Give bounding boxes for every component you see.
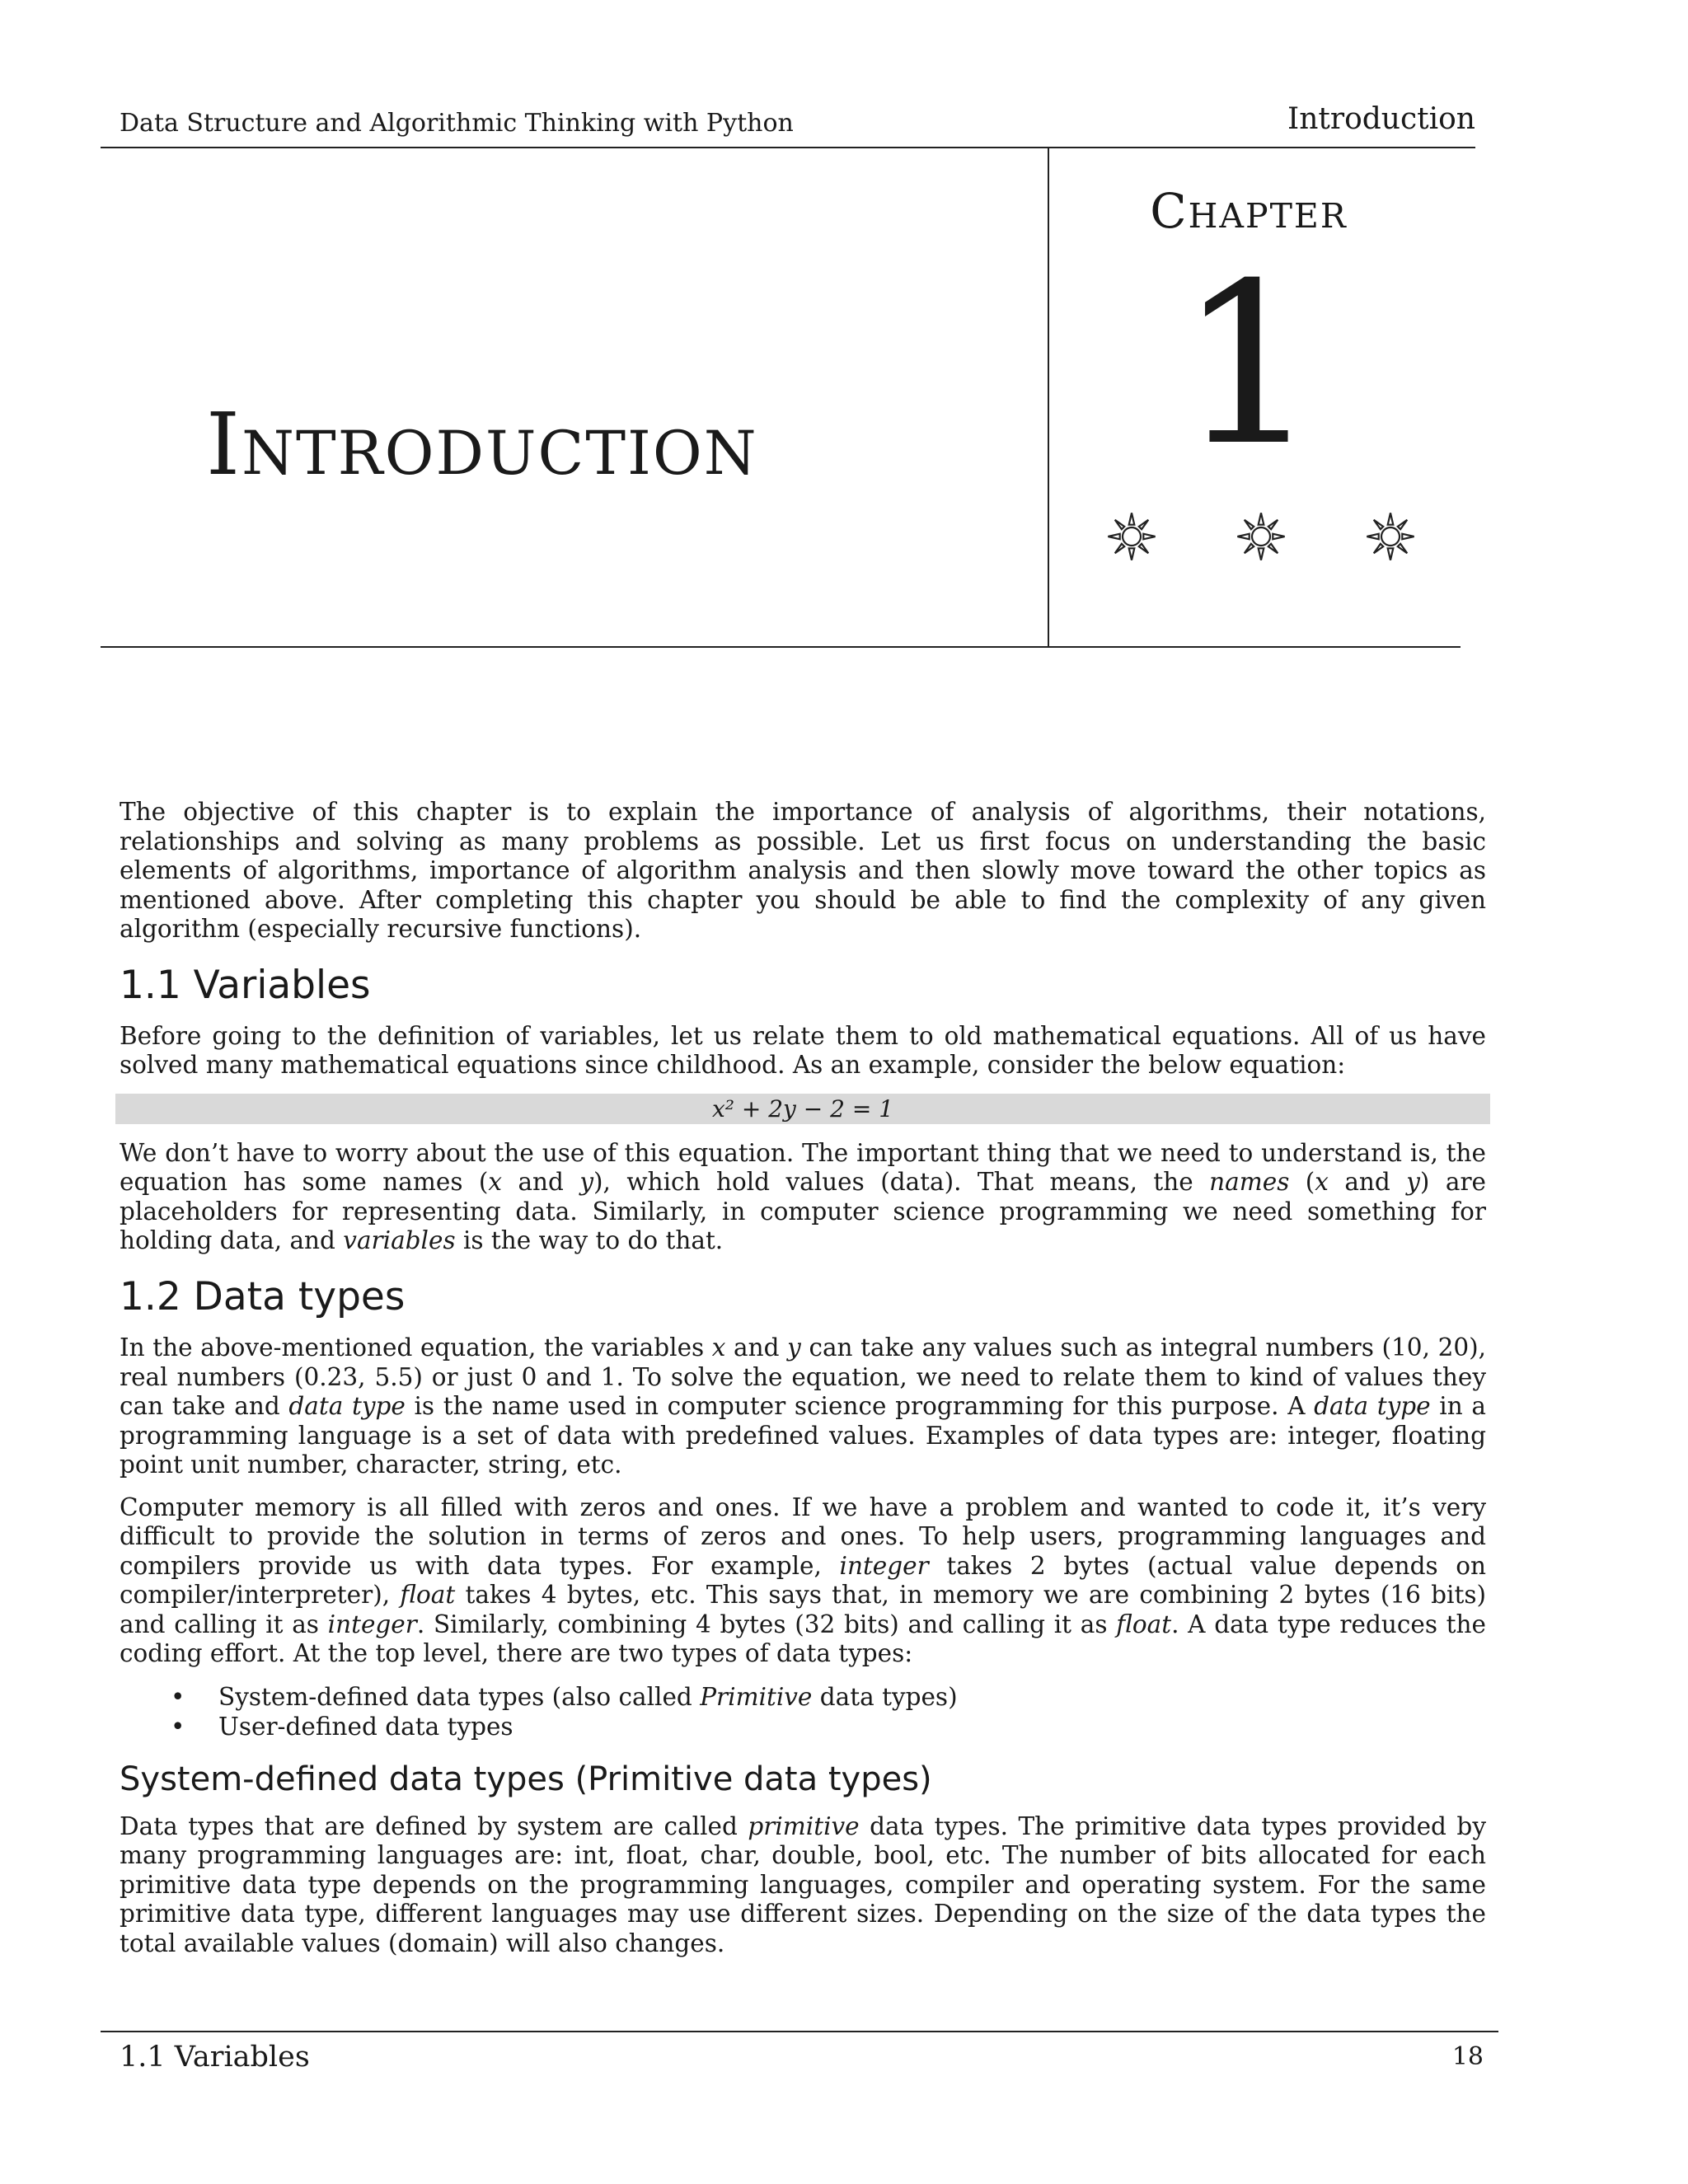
chapter-label: Chapter [1150, 183, 1348, 239]
running-header-section: Introduction [1287, 102, 1475, 136]
ornament-row [1104, 509, 1418, 567]
chapter-bottom-rule [101, 646, 1461, 648]
intro-paragraph: The objective of this chapter is to explain the importance of analysis of algorithms, their notations, relationships and solving as many problems as possible. Let us first focus on understanding the basic elements of algorithms, importance of algorithm analysis and then slowly move toward the other topics as mentioned above. After completing this chapter you should be able to find the complexity of any given algorithm (especially recursive functions). [120, 798, 1486, 943]
section-heading-variables: 1.1 Variables [120, 962, 371, 1008]
chapter-title: Introduction [206, 394, 758, 494]
list-item: • User-defined data types [171, 1712, 513, 1741]
chapter-divider [1048, 148, 1049, 646]
data-types-list [120, 1682, 1486, 1741]
sun-ornament-icon [1363, 509, 1418, 567]
sun-ornament-icon [1234, 509, 1288, 567]
list-item: • System-defined data types (also called Primitive data types) [171, 1682, 958, 1711]
footer-section: 1.1 Variables [120, 2041, 310, 2074]
system-defined-paragraph: Data types that are defined by system are called primitive data types. The primitive data types provided by many programming languages are: int, float, char, double, bool, etc. The number of bits allocated for each primitive data type depends on the programming languages, compiler and operating system. For the same primitive data type, different languages may use different sizes. Depending on the size of the data types the total available values (domain) will also changes. [120, 1811, 1486, 1957]
chapter-number: 1 [1178, 235, 1320, 494]
equation-box: x² + 2y − 2 = 1 [115, 1094, 1490, 1124]
running-header-title: Data Structure and Algorithmic Thinking with Python [120, 109, 794, 138]
variables-paragraph-1: Before going to the definition of variables, let us relate them to old mathematical equations. All of us have solved many mathematical equations since childhood. As an example, consider the below equation: [120, 1021, 1486, 1080]
data-types-paragraph-2: Computer memory is all filled with zeros and ones. If we have a problem and wanted to code it, it’s very difficult to provide the solution in terms of zeros and ones. To help users, programming languages and compilers provide us with data types. For example, integer takes 2 bytes (actual value depends on compiler/interpreter), float takes 4 bytes, etc. This says that, in memory we are combining 2 bytes (16 bits) and calling it as integer. Similarly, combining 4 bytes (32 bits) and calling it as float. A data type reduces the coding effort. At the top level, there are two types of data types: [120, 1493, 1486, 1668]
variables-paragraph-2: We don’t have to worry about the use of this equation. The important thing that we need to understand is, the equation has some names (x and y), which hold values (data). That means, the names (x and y) are placeholders for representing data. Similarly, in computer science programming we need something for holding data, and variables is the way to do that. [120, 1138, 1487, 1255]
body-content [120, 798, 1486, 1971]
data-types-paragraph-1: In the above-mentioned equation, the variables x and y can take any values such as integral numbers (10, 20), real numbers (0.23, 5.5) or just 0 and 1. To solve the equation, we need to relate them to kind of values they can take and data type is the name used in computer science programming for this purpose. A data type in a programming language is a set of data with predefined values. Examples of data types are: integer, floating point unit number, character, string, etc. [120, 1333, 1486, 1479]
footer-rule [101, 2031, 1498, 2032]
header-rule [101, 147, 1475, 148]
section-heading-data-types: 1.2 Data types [120, 1273, 406, 1319]
page-number: 18 [1451, 2042, 1484, 2071]
sun-ornament-icon [1104, 509, 1159, 567]
subsection-heading-system-defined: System-defined data types (Primitive data types) [120, 1760, 932, 1798]
